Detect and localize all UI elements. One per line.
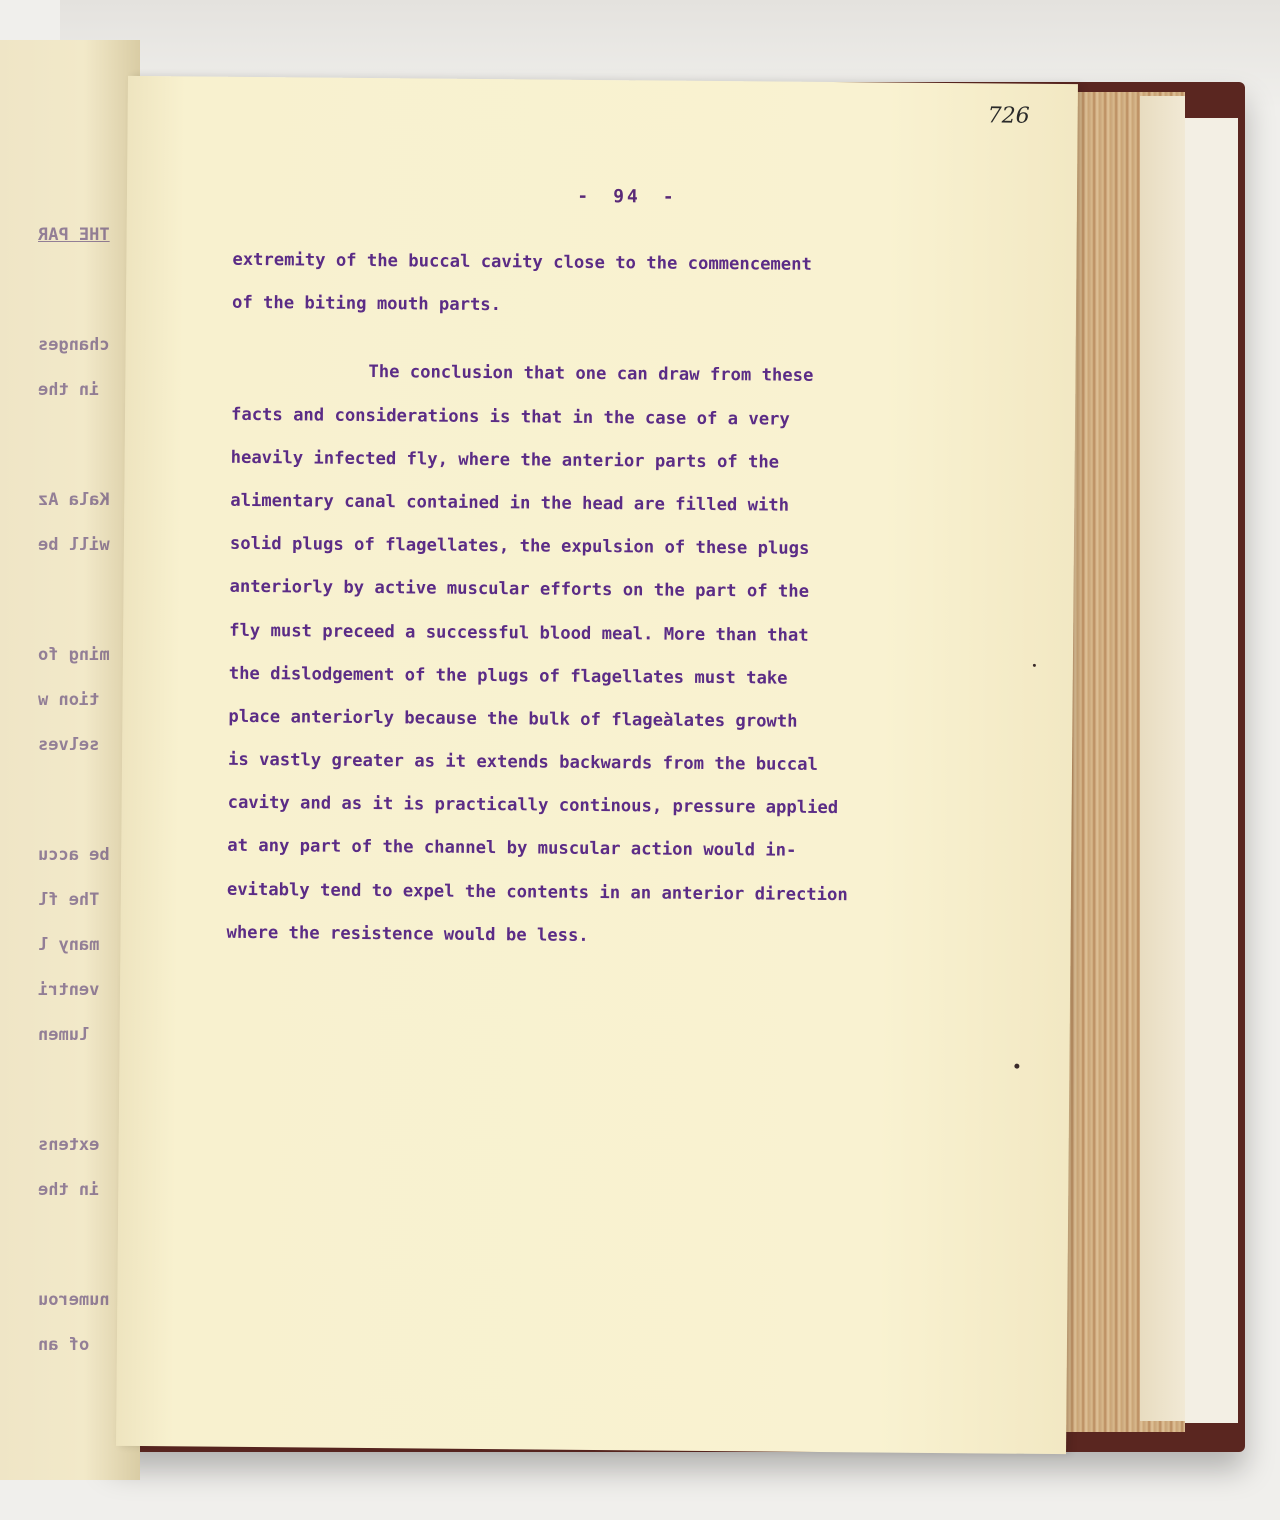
- left-fragment: extens: [38, 1135, 100, 1155]
- text-line: extremity of the buccal cavity close to the commencement: [232, 249, 812, 275]
- body-text: [226, 239, 1052, 962]
- left-fragment: in the: [38, 380, 100, 400]
- text-line: is vastly greater as it extends backwards from the buccal: [227, 749, 818, 775]
- left-fragment: numerou: [38, 1290, 110, 1310]
- text-line: facts and considerations is that in the case of a very: [230, 404, 790, 430]
- left-fragment: changes: [38, 335, 110, 355]
- text-line: alimentary canal contained in the head are filled with: [230, 490, 790, 516]
- cover-endpaper: [1180, 118, 1238, 1423]
- left-fragment: ming fo: [38, 645, 110, 665]
- page-number-value: 94: [613, 186, 641, 208]
- left-fragment: tion w: [38, 690, 100, 710]
- page-number-dash: -: [577, 185, 592, 207]
- left-fragment: be accu: [38, 845, 110, 865]
- paper-speck: [1014, 1064, 1019, 1069]
- text-line: heavily infected fly, where the anterior parts of the: [230, 447, 780, 473]
- text-line: anteriorly by active muscular efforts on the part of the: [229, 577, 810, 603]
- left-fragment: ventri: [38, 980, 100, 1000]
- left-fragment: The fl: [38, 890, 100, 910]
- paper-speck: [1033, 664, 1036, 667]
- page-number-dash: -: [662, 186, 677, 208]
- left-fragment: lumen: [38, 1025, 90, 1045]
- text-line: the dislodgement of the plugs of flagellates must take: [228, 663, 788, 689]
- left-fragment: of an: [38, 1335, 90, 1355]
- text-line: where the resistence would be less.: [226, 922, 589, 946]
- text-line: cavity and as it is practically continous, pressure applied: [227, 793, 839, 819]
- page-block-light: [1140, 96, 1185, 1421]
- text-line: of the biting mouth parts.: [231, 292, 502, 316]
- left-fragment: THE PAR: [38, 225, 110, 245]
- text-line: evitably tend to expel the contents in an anterior direction: [226, 879, 848, 905]
- page-number: [477, 185, 777, 209]
- left-fragment: in the: [38, 1180, 100, 1200]
- text-line: The conclusion that one can draw from these: [368, 362, 814, 387]
- handwritten-folio-number: 726: [987, 103, 1030, 129]
- text-line: solid plugs of flagellates, the expulsion of these plugs: [229, 533, 810, 559]
- left-fragment: Kala Az: [38, 490, 110, 510]
- text-line: place anteriorly because the bulk of flageàlates growth: [228, 706, 798, 732]
- left-fragment: will be: [38, 535, 110, 555]
- main-page: [116, 76, 1078, 1454]
- left-fragment: selves: [38, 735, 100, 755]
- left-fragment: many l: [38, 935, 100, 955]
- text-line: at any part of the channel by muscular action would in-: [227, 836, 797, 862]
- text-line: fly must preceed a successful blood meal. More than that: [229, 620, 809, 646]
